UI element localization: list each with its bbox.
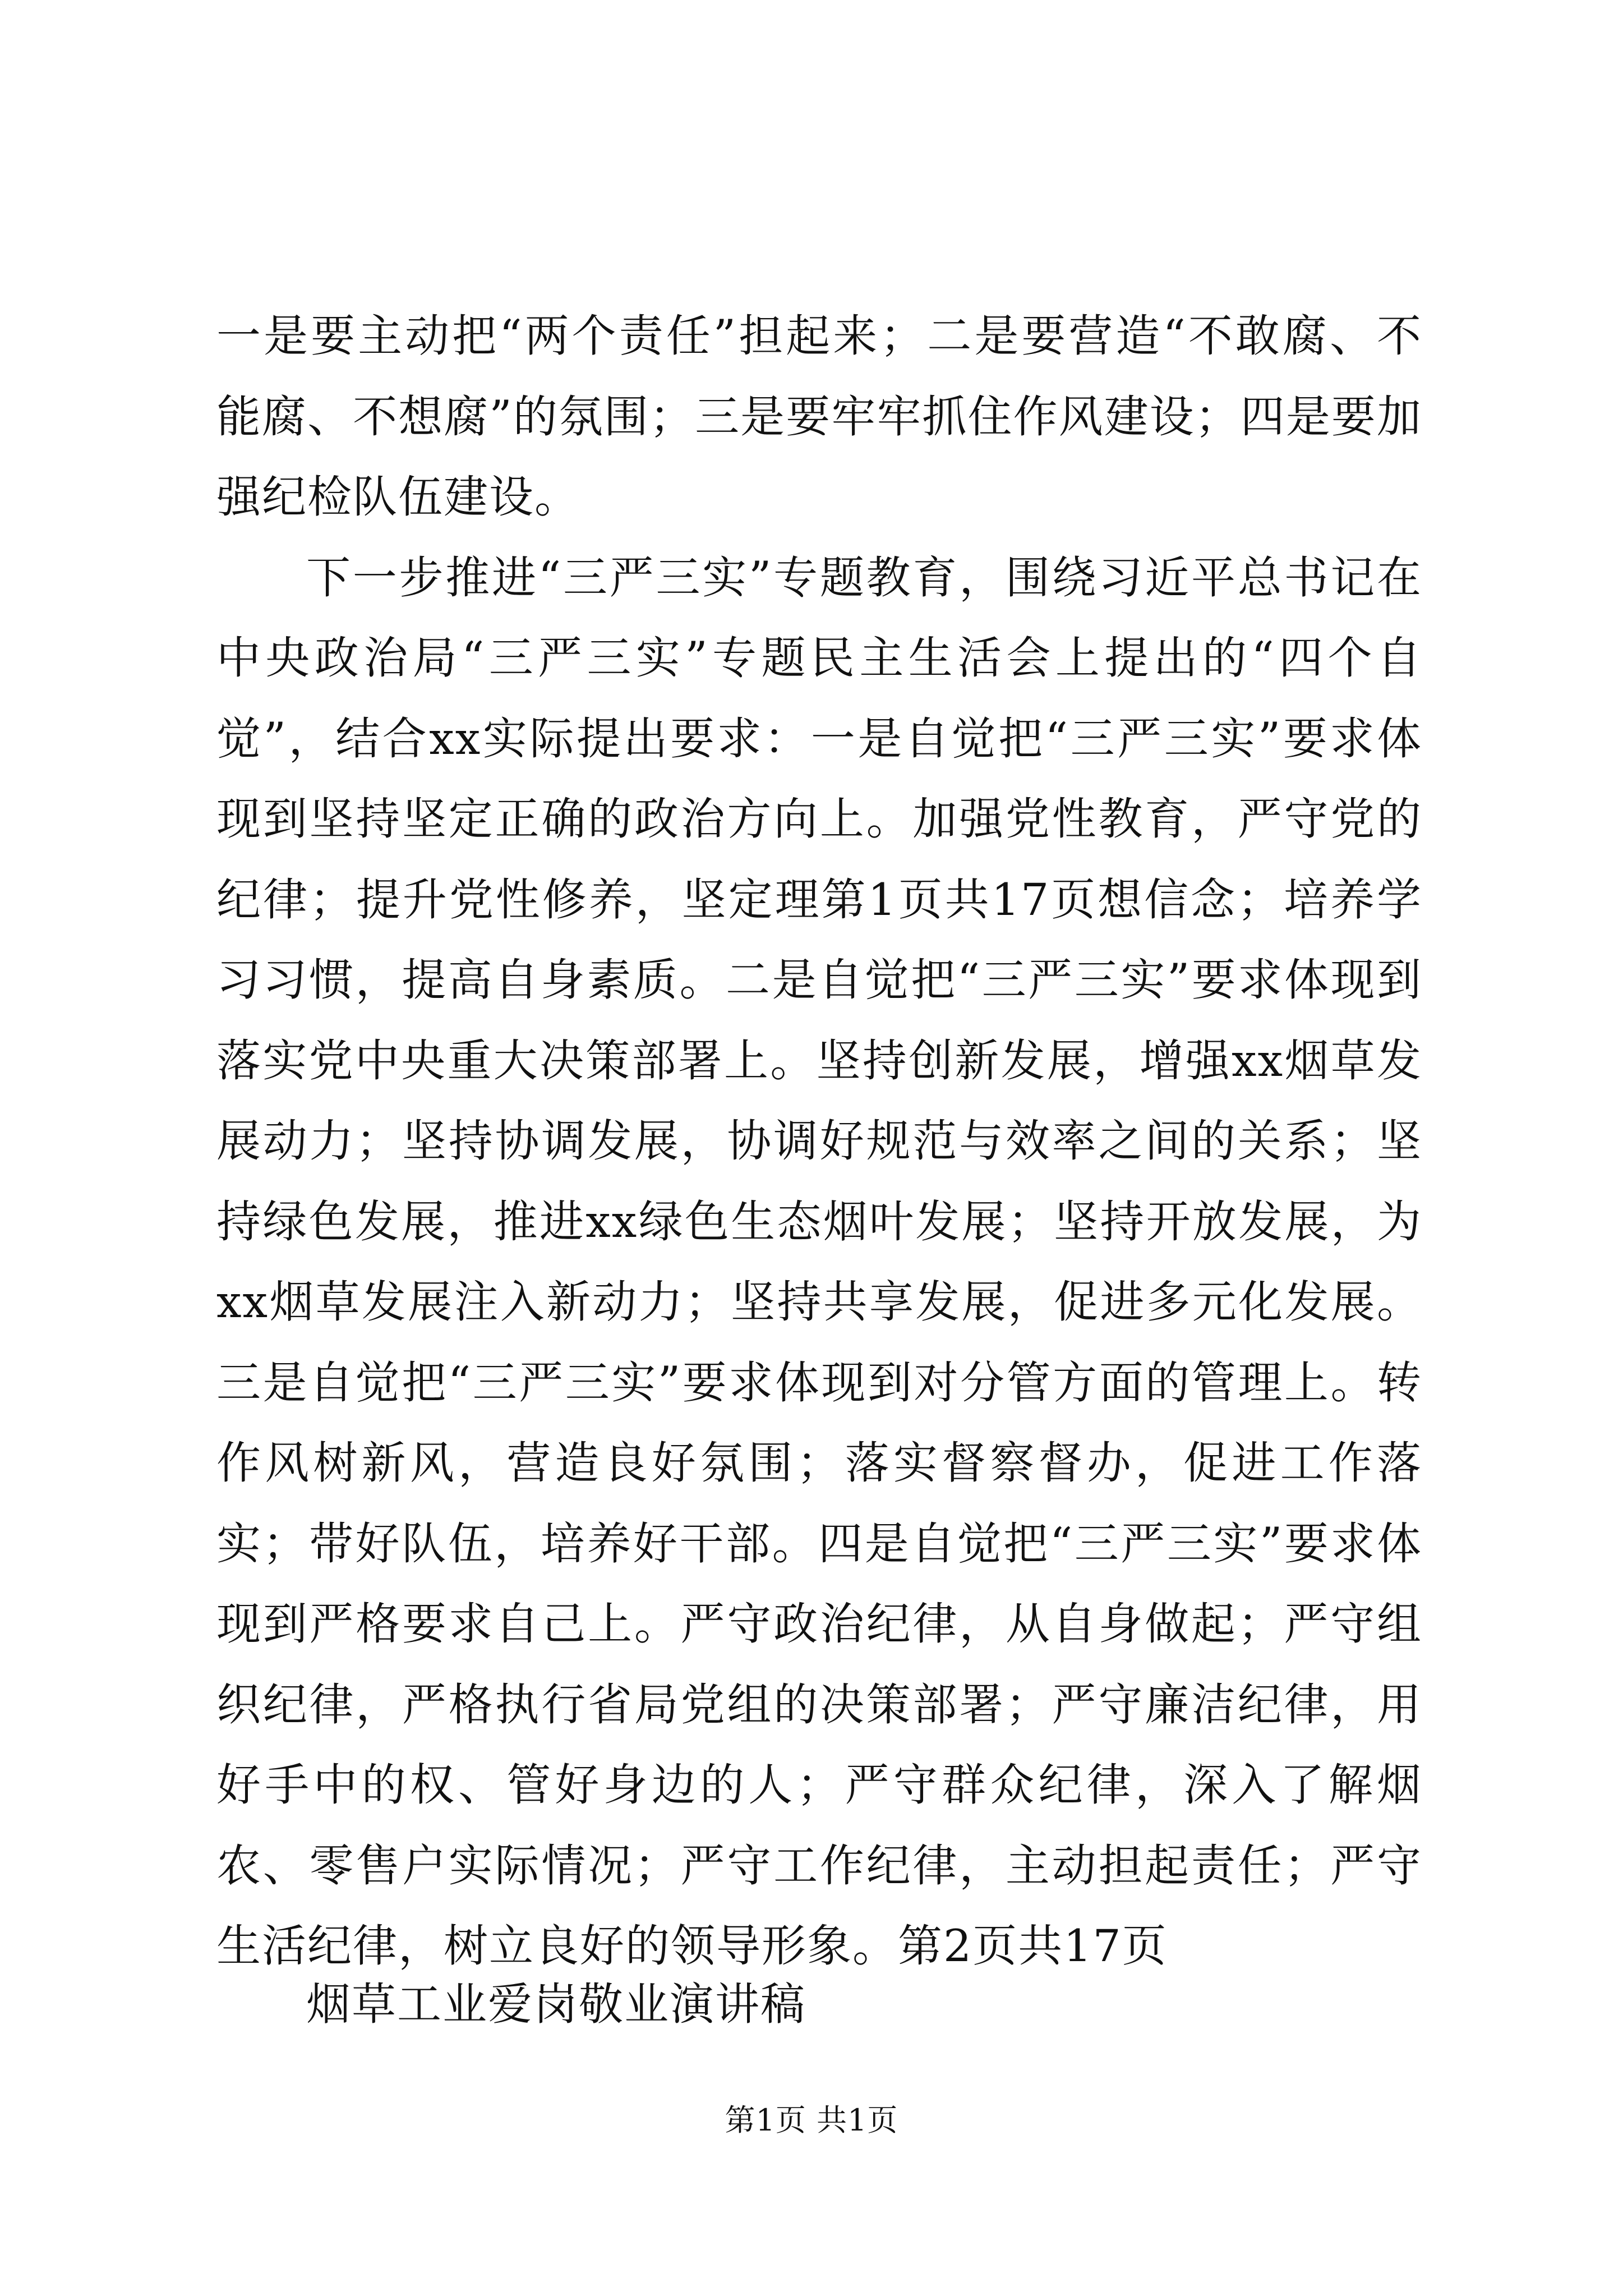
paragraph-three-stricts: 下一步推进“三严三实”专题教育，围绕习近平总书记在中央政治局“三严三实”专题民主生活会上提出的“四个自觉”，结合xx实际提出要求：一是自觉把“三严三实”要求体现到坚持坚定正确的政治方向上。加强党性教育，严守党的纪律；提升党性修养，坚定理第1页共17页想信念；培养学习习惯，提高自身素质。二是自觉把“三严三实”要求体现到落实党中央重大决策部署上。坚持创新发展，增强xx烟草发展动力；坚持协调发展，协调好规范与效率之间的关系；坚持绿色发展，推进xx绿色生态烟叶发展；坚持开放发展，为xx烟草发展注入新动力；坚持共享发展，促进多元化发展。三是自觉把“三严三实”要求体现到对分管方面的管理上。转作风树新风，营造良好氛围；落实督察督办，促进工作落实；带好队伍，培养好干部。四是自觉把“三严三实”要求体现到严格要求自己上。严守政治纪律，从自身做起；严守组织纪律，严格执行省局党组的决策部署；严守廉洁纪律，用好手中的权、管好身边的人；严守群众纪律，深入了解烟农、零售户实际情况；严守工作纪律，主动担起责任；严守生活纪律，树立良好的领导形象。第2页共17页	[216, 551, 1422, 1972]
page-footer: 第1页 共1页	[725, 2102, 898, 2138]
document-body	[216, 296, 1422, 1987]
paragraph-responsibilities: 一是要主动把“两个责任”担起来；二是要营造“不敢腐、不能腐、不想腐”的氛围；三是要牢牢抓住作风建设；四是要加强纪检队伍建设。	[216, 310, 1422, 523]
document-title: 烟草工业爱岗敬业演讲稿	[306, 1978, 806, 2030]
